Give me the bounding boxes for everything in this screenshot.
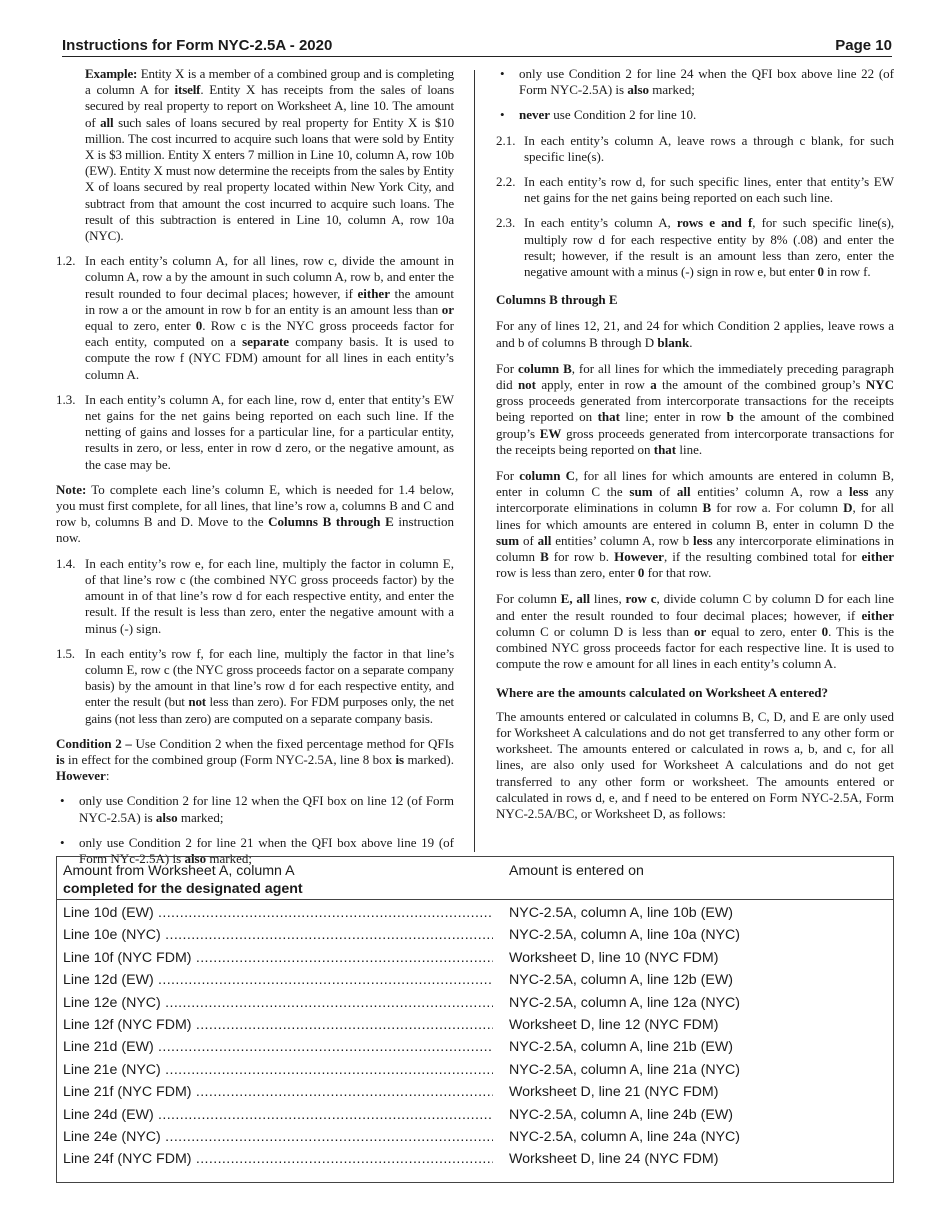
table-row — [57, 1149, 893, 1171]
page-header — [62, 36, 892, 57]
source-line: Line 10f (NYC FDM) ..... — [63, 950, 493, 966]
where-entered-paragraph: The amounts entered or calculated in columns B, C, D, and E are only used for Worksheet A calculations and do not get transferred to any other form or worksheet. The amounts entered or calculated in rows a, b, and c, for all lines, are also only used for Worksheet A calculations and do not get transferred to any other form or worksheet. The amounts entered or calculated in rows d, e, and f need to be entered on Form NYC-2.5A, Form NYC-2.5A/BC, or Worksheet D, as follows: — [496, 708, 894, 821]
source-line: Line 21f (NYC FDM) ..... — [63, 1084, 493, 1100]
source-line: Line 10e (NYC) ..... — [63, 927, 493, 943]
destination-line: NYC-2.5A, column A, line 10b (EW) — [509, 905, 733, 921]
destination-line: NYC-2.5A, column A, line 24b (EW) — [509, 1106, 733, 1123]
destination-line: NYC-2.5A, column A, line 12a (NYC) — [509, 994, 741, 1011]
column-c-d-paragraph: For column C, for all lines for which amounts are entered in column B, enter in column C the sum of all entities’ column A, row a less any intercorporate eliminations in column B for row a. For column D, for all lines for which amounts are entered in column B, enter in column D the sum of all entities’ column A, row b less any intercorporate eliminations in column B for row b. However, if the resulting combined total for either row is less than zero, enter 0 for that row. — [496, 468, 895, 581]
page-number: Page 10 — [835, 37, 892, 54]
table-header — [57, 857, 893, 900]
destination-line: Worksheet D, line 12 (NYC FDM) — [509, 1017, 719, 1033]
destination-line: Worksheet D, line 24 (NYC FDM) — [509, 1151, 719, 1168]
table-row — [57, 1082, 893, 1104]
table-row — [57, 1037, 893, 1059]
table-row — [57, 903, 893, 925]
destination-line: Worksheet D, line 10 (NYC FDM) — [509, 949, 719, 966]
column-b-paragraph: For column B, for all lines for which the immediately preceding paragraph did not apply, enter in row a the amount of the combined group’s NYC gross proceeds generated from intercorporate transactions for the receipts being reported on that line; enter in row b the amount of the combined group’s EW gross proceeds generated from intercorporate transactions for the receipts being reported on that line. — [496, 360, 894, 457]
source-line: Line 24f (NYC FDM) ..... — [63, 1151, 493, 1167]
source-line: Line 21d (EW) ..... — [63, 1039, 493, 1055]
table-row — [57, 1127, 893, 1149]
source-line: Line 24d (EW) ..... — [63, 1107, 493, 1123]
destination-line: NYC-2.5A, column A, line 21b (EW) — [509, 1039, 733, 1056]
destination-line: NYC-2.5A, column A, line 24a (NYC) — [509, 1129, 741, 1145]
bullet-icon: • — [500, 66, 505, 81]
document-title: Instructions for Form NYC-2.5A - 2020 — [62, 37, 333, 54]
bullet-icon: • — [60, 834, 65, 850]
source-line: Line 12e (NYC) ..... — [63, 995, 493, 1011]
instruction-1-2: 1.2. In each entity’s column A, for all lines, row c, divide the amount in column A, row a by the amount in such column A, row b, and enter the result rounded to four decimal places; however, if either the amount in row a or the amount in row b for an entity is an amount less than or equal to zero, enter 0. Row c is the NYC gross proceeds factor for each entity, computed on a separate company basis. It is used to compute the row f (NYC FDM) amount for all lines in each entity’s column A. — [56, 253, 454, 382]
source-line: Line 12d (EW) ..... — [63, 972, 493, 988]
instruction-1-5: 1.5. In each entity’s row f, for each line, multiply the factor in that line’s column E, row c (the NYC gross proceeds factor on a separate company basis) by the amount in that line’s row d for each respective entity, and enter the result (but not less than zero). For FDM purposes only, the net gains (not less than zero) are computed on a separate company basis. — [56, 645, 454, 726]
table-row — [57, 925, 893, 947]
instruction-1-3: 1.3. In each entity’s column A, for each line, row d, enter that entity’s EW net gains for the net gains being reported on each such line. If the netting of gains and losses for a particular line, for a particular entity, results in zero, or less, enter in row d zero, or the negative amount, as the case may be. — [56, 391, 454, 472]
source-line: Line 12f (NYC FDM) ..... — [63, 1017, 493, 1033]
note-paragraph: Note: To complete each line’s column E, which is needed for 1.4 below, you must first complete, for all lines, that line’s row a, columns B and C and row b, columns B and D. Move to the Columns B through E instruction now. — [56, 481, 455, 546]
column-header-destination: Amount is entered on — [509, 863, 644, 879]
instruction-2-1: 2.1. In each entity’s column A, leave rows a through c blank, for such specific line(s). — [496, 132, 894, 164]
column-divider — [474, 70, 475, 852]
table-row — [57, 1105, 893, 1127]
table-row — [57, 1015, 893, 1037]
where-entered-heading: Where are the amounts calculated on Worksheet A entered? — [496, 684, 828, 700]
column-header-source: Amount from Worksheet A, column A completed for the designated agent — [63, 863, 303, 897]
destination-line: NYC-2.5A, column A, line 21a (NYC) — [509, 1061, 741, 1078]
instruction-2-3: 2.3. In each entity’s column A, rows e and f, for such specific line(s), multiply row d for each respective entity by 8% (.08) and enter the result; however, if the result is an amount less than zero, enter the negative amount with a minus (-) sign in row e, but enter 0 in row f. — [496, 215, 894, 280]
source-line: Line 24e (NYC) ..... — [63, 1129, 493, 1145]
bullet-line-12: • only use Condition 2 for line 12 when the QFI box on line 12 (of Form NYC-2.5A) is also marked; — [60, 793, 454, 825]
worksheet-a-mapping-table — [56, 856, 894, 1183]
bullet-line-10: • never use Condition 2 for line 10. — [500, 107, 697, 123]
column-e-paragraph: For column E, all lines, row c, divide column C by column D for each line and enter the result rounded to four decimal places; however, if either column C or column D is less than or equal to zero, enter 0. This is the combined NYC gross proceeds factor for each respective line. It is used to compute the row e amount for all lines in each entity’s column A. — [496, 591, 894, 672]
destination-line: NYC-2.5A, column A, line 10a (NYC) — [509, 927, 741, 944]
columns-b-e-paragraph: For any of lines 12, 21, and 24 for which Condition 2 applies, leave rows a and b of columns B through D blank. — [496, 318, 894, 350]
source-line: Line 21e (NYC) ..... — [63, 1062, 493, 1078]
source-line: Line 10d (EW) ..... — [63, 905, 493, 921]
columns-b-e-heading: Columns B through E — [496, 292, 618, 308]
condition-2-paragraph: Condition 2 – Use Condition 2 when the fixed percentage method for QFIs is in effect for the combined group (Form NYC-2.5A, line 8 box is marked). However: — [56, 735, 455, 784]
right-column — [496, 66, 894, 832]
destination-line: NYC-2.5A, column A, line 12b (EW) — [509, 972, 733, 989]
table-row — [57, 970, 893, 992]
destination-line: Worksheet D, line 21 (NYC FDM) — [509, 1084, 719, 1101]
table-row — [57, 993, 893, 1015]
table-row — [57, 1060, 893, 1082]
table-row — [57, 948, 893, 970]
bullet-line-24: • only use Condition 2 for line 24 when the QFI box above line 22 (of Form NYC-2.5A) is also marked; — [500, 66, 894, 98]
left-column — [56, 66, 454, 876]
instruction-2-2: 2.2. In each entity’s row d, for such specific lines, enter that entity’s EW net gains for the net gains being reported on each such line. — [496, 174, 894, 206]
bullet-line-21: • only use Condition 2 for line 21 when the QFI box above line 19 (of Form NYc-2.5A) is also marked; — [60, 834, 454, 866]
instruction-1-4: 1.4. In each entity’s row e, for each line, multiply the factor in column E, of that line’s row c (the combined NYC gross proceeds factor) by the amount in of that line’s row d for each respective entity, and enter the result. If the result is less than zero, enter the negative amount with a minus (-) sign. — [56, 555, 454, 636]
example-paragraph: Example: Entity X is a member of a combined group and is completing a column A for itself. Entity X has receipts from the sales of loans secured by real property to report on Worksheet A, line 10. The amount of all such sales of loans secured by real property for Entity X is $10 million. The cost incurred to acquire such loans that were sold by Entity X is $3 million. Entity X enters 7 million in Line 10, column A, row 10b (EW). Entity X must now determine the receipts from the sales by Entity X of loans secured by real property located within New York City, and subtract from that amount the cost incurred to acquire such loans. The result of this subtraction is entered in Line 10, column A, row 10a (NYC). — [85, 66, 454, 244]
bullet-icon: • — [500, 107, 505, 123]
bullet-icon: • — [60, 793, 65, 809]
